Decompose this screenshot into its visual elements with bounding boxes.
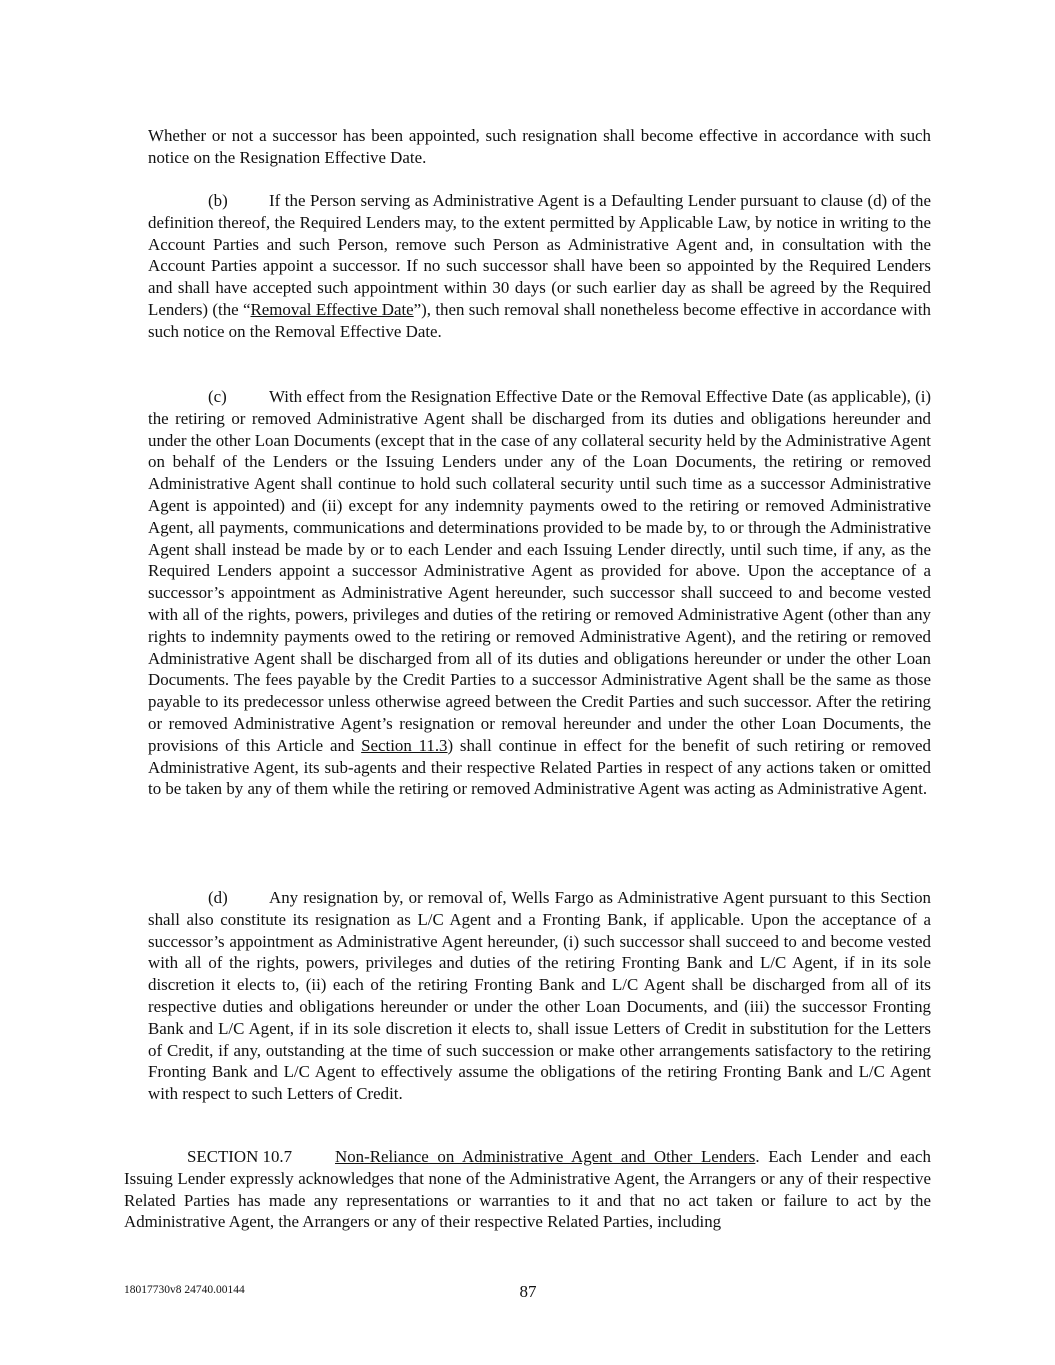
paragraph-b — [148, 190, 931, 343]
paragraph-b-text-1: If the Person serving as Administrative Agent is a Defaulting Lender pursuant to clause (d) of the definition thereof, the Required Lenders may, to the extent permitted by Applicable Law, by notice in writing to the Account Parties and such Person, remove such Person as Administrative Agent and, in consultation with the Account Parties appoint a successor. If no such successor shall have been so appointed by the Required Lenders and shall have accepted such appointment within 30 days (or such earlier day as shall be agreed by the Required Lenders) (the “ — [148, 191, 931, 319]
section-number: SECTION 10.7 — [187, 1147, 293, 1166]
paragraph-d-label: (d) — [208, 888, 228, 907]
paragraph-c — [148, 386, 931, 800]
page-number: 87 — [519, 1282, 537, 1301]
section-heading: Non-Reliance on Administrative Agent and Other Lenders — [335, 1147, 756, 1166]
continuation-text: Whether or not a successor has been appointed, such resignation shall become effective in accordance with such notice on the Resignation Effective Date. — [148, 126, 931, 167]
section-10-7-text: . Each Lender and each Issuing Lender expressly acknowledges that none of the Administrative Agent, the Arrangers or any of their respective Related Parties has made any representations or warranties to it and that no act taken or failure to act by the Administrative Agent, the Arrangers or any of their respective Related Parties, including — [124, 1147, 931, 1232]
section-11-3-reference: Section 11.3 — [361, 735, 448, 755]
paragraph-c-text-2: ) shall continue in effect for the benefit of such retiring or removed Administrative Agent, its sub-agents and their respective Related Parties in respect of any actions taken or omitted to be taken by any of them while the retiring or removed Administrative Agent was acting as Administrative Agent. — [148, 735, 931, 799]
paragraph-c-text-1: With effect from the Resignation Effective Date or the Removal Effective Date (as applicable), (i) the retiring or removed Administrative Agent shall be discharged from its duties and obligations hereunder and under the other Loan Documents (except that in the case of any collateral security held by the Administrative Agent on behalf of the Lenders or the Issuing Lenders under any of the Loan Documents, the retiring or removed Administrative Agent shall continue to hold such collateral security until such time as a successor Administrative Agent is appointed) and (ii) except for any indemnity payments owed to the retiring or removed Administrative Agent, all payments, communications and determinations provided to be made by, to or through the Administrative Agent shall instead be made by or to each Lender and each Issuing Lender directly, until such time, if any, as the Required Lenders appoint a successor Administrative Agent as provided for above. Upon the acceptance of a successor’s appointment as Administrative Agent hereunder, such successor shall succeed to and become vested with all of the rights, powers, privileges and duties of the retiring or removed Administrative Agent (other than any rights to indemnity payments owed to the retiring or removed Administrative Agent), and the retiring or removed Administrative Agent shall be discharged from all of its duties and obligations hereunder or under the other Loan Documents. The fees payable by the Credit Parties to a successor Administrative Agent shall be the same as those payable to its predecessor unless otherwise agreed between the Credit Parties and such successor. After the retiring or removed Administrative Agent’s resignation or removal hereunder and under the other Loan Documents, the provisions of this Article and — [148, 387, 932, 755]
paragraph-c-label: (c) — [208, 387, 227, 406]
paragraph-d — [148, 887, 931, 1105]
paragraph-d-text: Any resignation by, or removal of, Wells Fargo as Administrative Agent pursuant to this Section shall also constitute its resignation as L/C Agent and a Fronting Bank, if applicable. Upon the acceptance of a successor’s appointment as Administrative Agent hereunder, (i) such successor shall succeed to and become vested with all of the rights, powers, privileges and duties of the retiring Fronting Bank and L/C Agent, if in its sole discretion it elects to, (ii) each of the retiring Fronting Bank and L/C Agent shall be discharged from all of its respective duties and obligations hereunder or under the other Loan Documents, and (iii) the successor Fronting Bank and L/C Agent, if in its sole discretion it elects to, shall issue Letters of Credit in substitution for the Letters of Credit, if any, outstanding at the time of such succession or make other arrangements satisfactory to the retiring Fronting Bank and L/C Agent to effectively assume the obligations of the retiring Fronting Bank and L/C Agent with respect to such Letters of Credit. — [148, 888, 931, 1104]
removal-effective-date-term: Removal Effective Date — [250, 299, 414, 319]
footer-document-id: 18017730v8 24740.00144 — [124, 1284, 245, 1296]
paragraph-b-label: (b) — [208, 191, 228, 210]
continuation-paragraph — [148, 125, 931, 169]
section-10-7 — [124, 1146, 931, 1233]
paragraph-b-text-2: ”), then such removal shall nonetheless become effective in accordance with such notice on the Removal Effective Date. — [148, 299, 931, 341]
